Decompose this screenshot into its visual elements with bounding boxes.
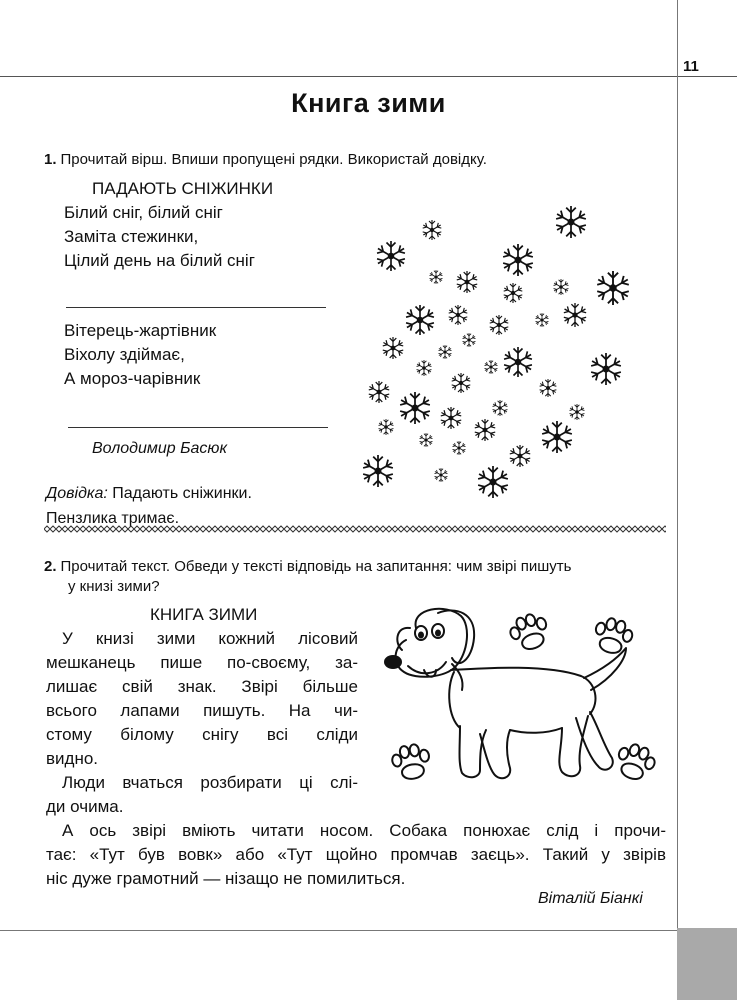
hint-label: Довідка:: [46, 485, 108, 502]
story-line: У книзі зими кожний лісовий: [62, 629, 358, 648]
story-line: лишає свій знак. Звірі більше: [46, 677, 358, 696]
task2-number: 2.: [44, 558, 57, 575]
task2-text-line2: у книзі зими?: [68, 578, 160, 595]
task1-number: 1.: [44, 151, 57, 168]
story-line: мешканець пише по-своєму, за-: [46, 653, 358, 672]
page-title: Книга зими: [291, 88, 446, 118]
story-line: тає: «Тут був вовк» або «Тут щойно промчав заєць». Такий у звірів: [46, 845, 666, 864]
paw-print-icon: [390, 742, 432, 782]
poem-author: Володимир Басюк: [92, 440, 227, 457]
story-line: видно.: [46, 749, 99, 768]
task1-text: Прочитай вірш. Впиши пропущені рядки. Використай довідку.: [60, 151, 487, 168]
story-line: А ось звірі вміють читати носом. Собака понюхає слід і прочи-: [62, 821, 666, 840]
page-number: 11: [683, 58, 699, 75]
poem-line: Заміта стежинки,: [64, 227, 199, 246]
poem-line: А мороз-чарівник: [64, 369, 201, 388]
story-author: Віталій Біанкі: [538, 890, 643, 907]
story-line: Люди вчаться розбирати ці слі-: [62, 773, 358, 792]
story-line: стому білому снігу всі сліди: [46, 725, 358, 744]
hint-option-2: Пензлика тримає.: [46, 510, 180, 527]
paw-print-icon: [506, 610, 552, 654]
poem-title: ПАДАЮТЬ СНІЖИНКИ: [92, 179, 274, 198]
story-line: всього лапами пишуть. На чи-: [46, 701, 358, 720]
poem-line: Вітерець-жартівник: [64, 321, 217, 340]
story-line: ніс дуже грамотний — нізащо не помилиться.: [46, 869, 406, 888]
story-title: КНИГА ЗИМИ: [150, 605, 258, 624]
poem-line: Цілий день на білий сніг: [64, 251, 255, 270]
poem-line: Білий сніг, білий сніг: [64, 203, 223, 222]
poem-line: Віхолу здіймає,: [64, 345, 185, 364]
hint-option-1: Падають сніжинки.: [112, 485, 252, 502]
paw-print-icon: [612, 740, 658, 784]
story-line: ди очима.: [46, 797, 124, 816]
paw-print-icon: [591, 615, 635, 657]
task2-text-line1: Прочитай текст. Обведи у тексті відповідь на запитання: чим звірі пишуть: [60, 558, 572, 575]
